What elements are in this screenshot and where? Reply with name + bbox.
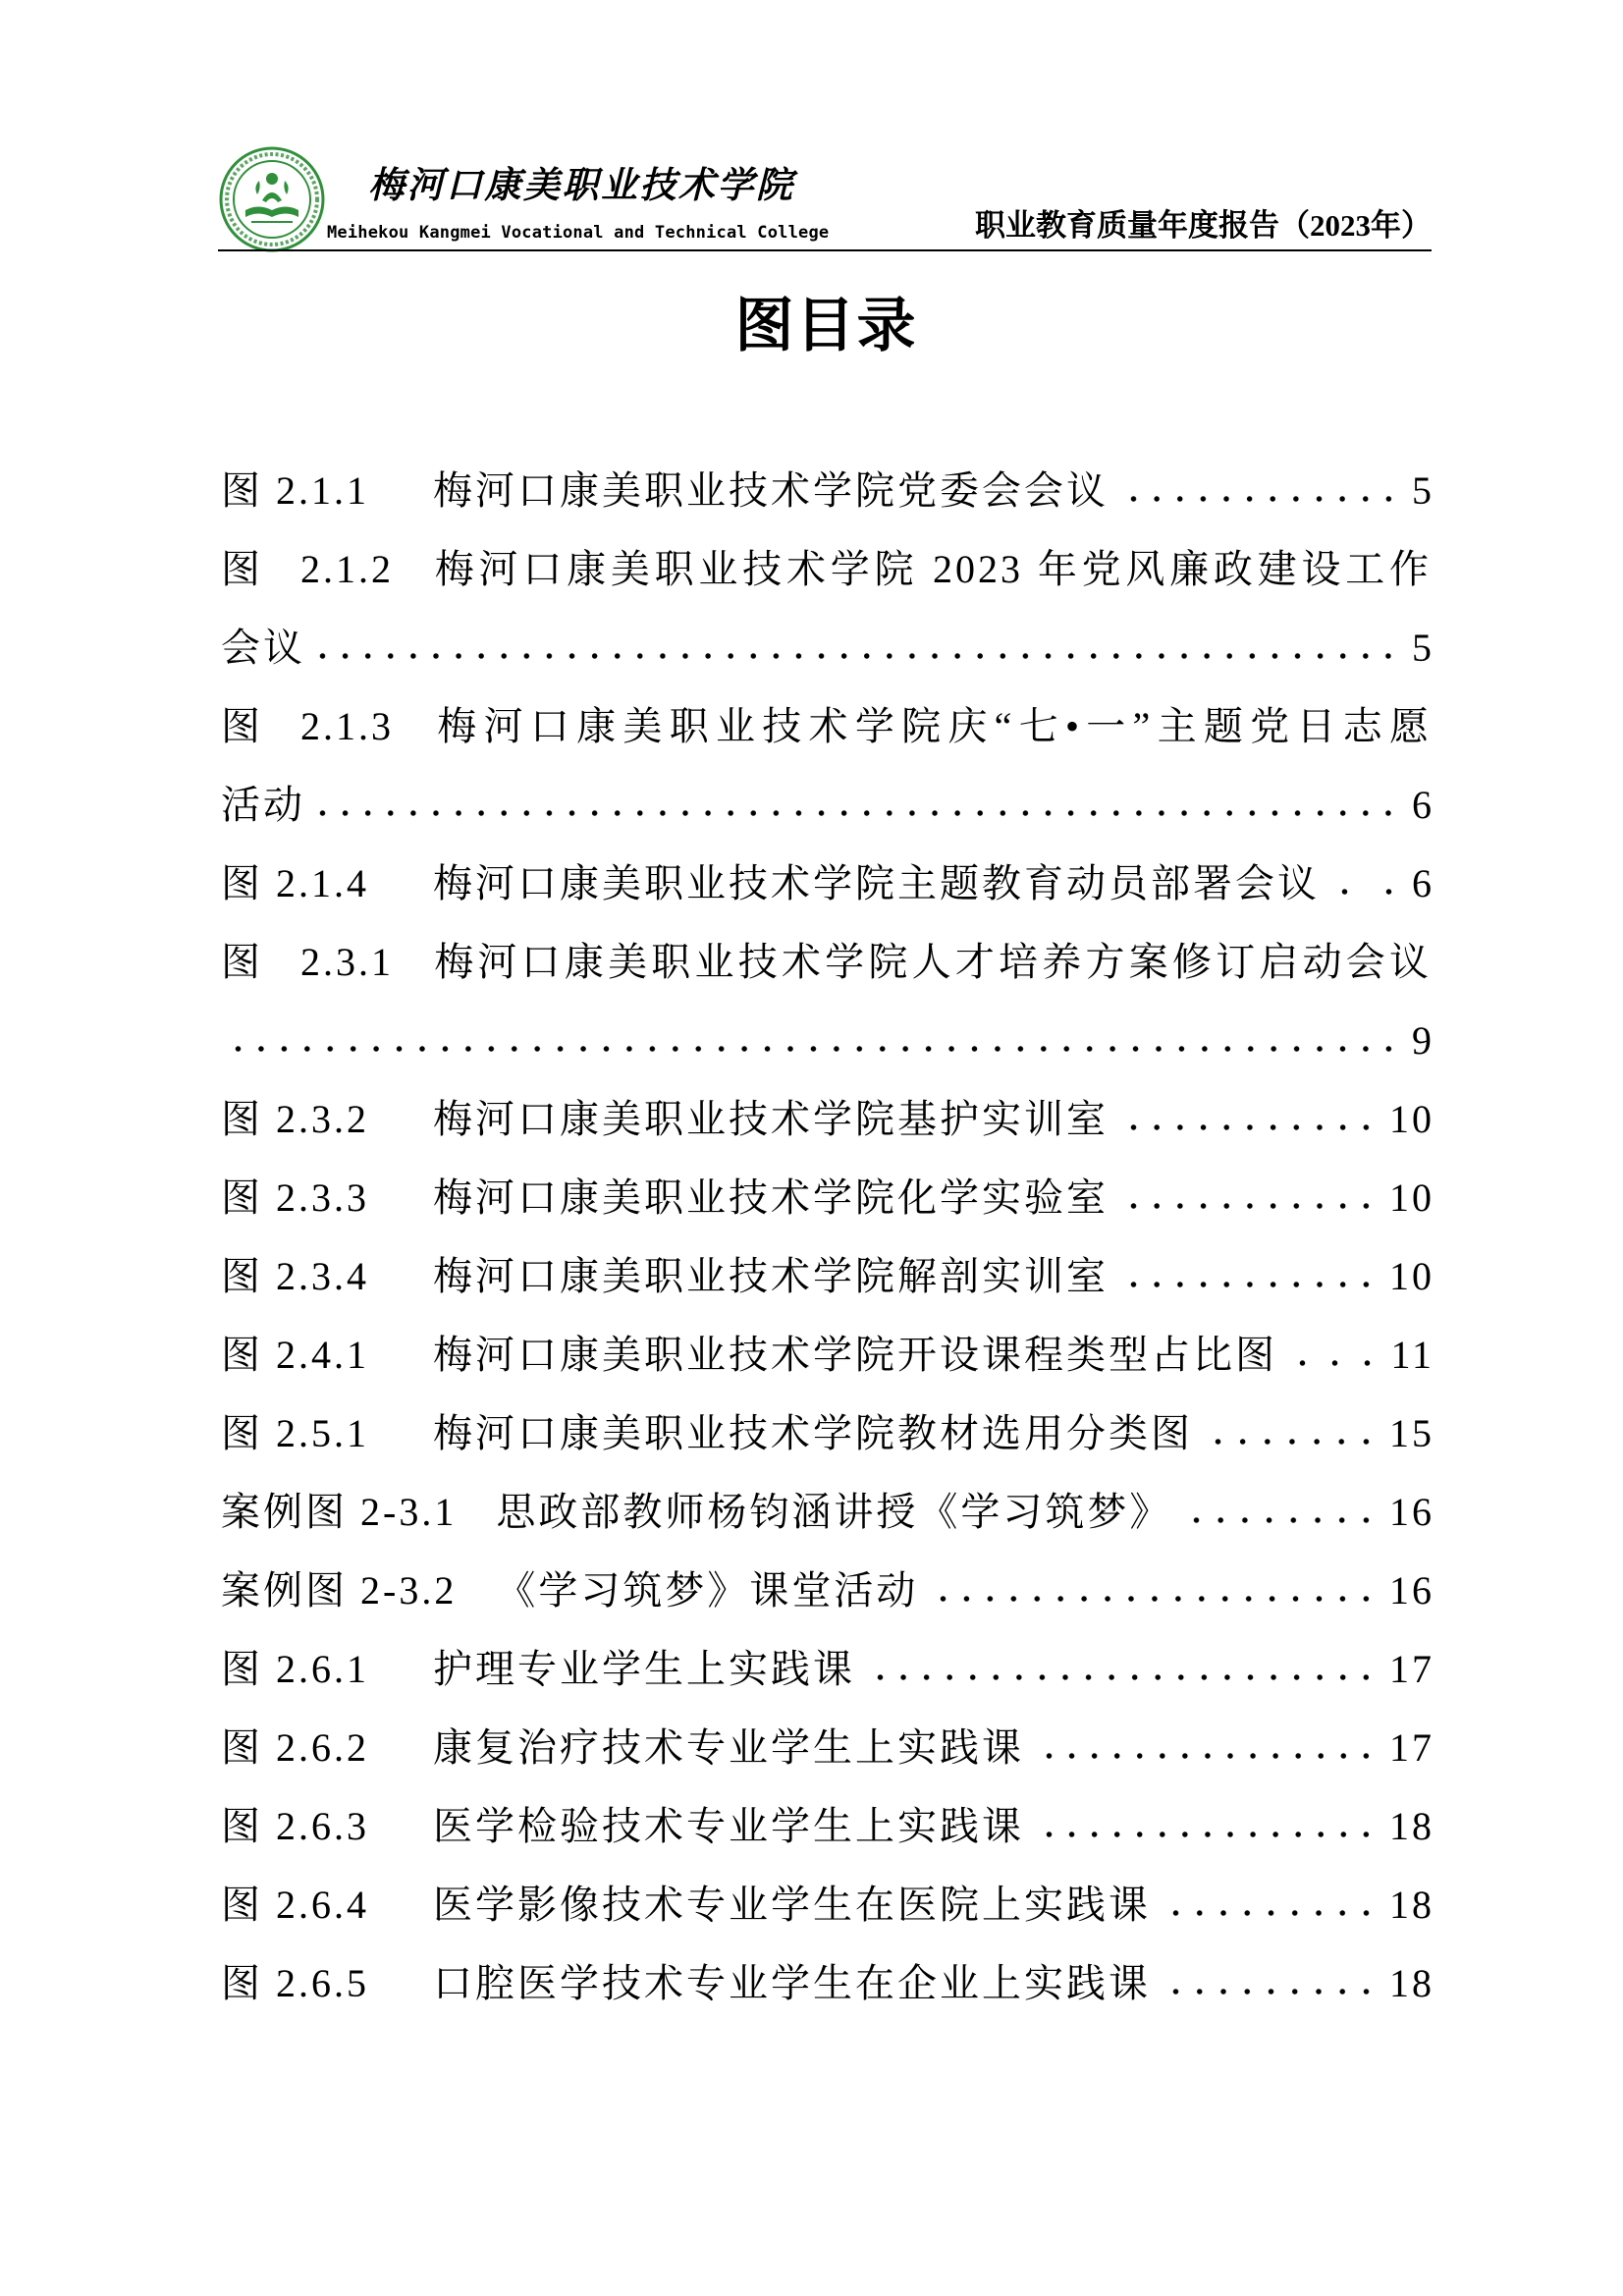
- page-number: 17: [1389, 1725, 1434, 1770]
- page-number: 18: [1389, 1804, 1434, 1848]
- figure-entry[interactable]: [221, 687, 1432, 845]
- figure-number: 案例图 2-3.1: [221, 1490, 458, 1534]
- figure-entry[interactable]: [221, 1237, 1432, 1316]
- figure-number: 图2.3.1: [221, 940, 394, 984]
- page-number: 6: [1412, 861, 1434, 905]
- figure-entry[interactable]: [221, 1944, 1432, 2023]
- figure-entry[interactable]: [221, 1866, 1432, 1944]
- figure-entry[interactable]: [221, 845, 1432, 923]
- figure-entry[interactable]: [221, 1159, 1432, 1237]
- figure-title: 梅河口康美职业技术学院党委会会议: [433, 468, 1109, 513]
- dot-leader: [1038, 1751, 1378, 1761]
- figure-entry[interactable]: [221, 1630, 1432, 1709]
- college-name-chinese: 梅河口康美职业技术学院: [368, 166, 795, 206]
- figure-number: 图 2.1.3: [221, 704, 394, 748]
- header-rule: [218, 249, 1432, 251]
- figure-number: 案例图 2-3.2: [221, 1568, 458, 1613]
- figure-title: 护理专业学生上实践课: [433, 1647, 855, 1691]
- case-figure-entry[interactable]: [221, 1552, 1432, 1630]
- dot-leader: [1291, 1358, 1379, 1368]
- dot-leader: [227, 1044, 1400, 1054]
- figure-number: 图 2.3.2: [221, 1097, 369, 1141]
- figure-title: 医学影像技术专业学生在医院上实践课: [433, 1883, 1151, 1927]
- dot-leader: [1207, 1437, 1378, 1447]
- figure-title: 梅河口康美职业技术学院庆“七•一”主题党日志愿: [433, 704, 1432, 748]
- dot-leader: [1122, 1280, 1378, 1289]
- dot-leader: [1038, 1830, 1378, 1839]
- figure-entry[interactable]: [221, 452, 1432, 530]
- figure-number: 图 2.3.3: [221, 1175, 369, 1220]
- page-number: 18: [1389, 1961, 1434, 2005]
- figure-number: 图 2.6.1: [221, 1647, 369, 1691]
- figure-entry[interactable]: [221, 1709, 1432, 1787]
- report-title: 职业教育质量年度报告（2023年）: [975, 208, 1432, 243]
- figure-number: 图 2.6.2: [221, 1725, 369, 1770]
- figure-title: 梅河口康美职业技术学院开设课程类型占比图: [433, 1333, 1277, 1377]
- figure-title: 梅河口康美职业技术学院主题教育动员部署会议: [433, 861, 1320, 905]
- page-number: 5: [1412, 468, 1434, 513]
- dot-leader: [1164, 1987, 1378, 1996]
- figure-entry[interactable]: [221, 1316, 1432, 1394]
- college-seal-icon: [218, 145, 326, 253]
- dot-leader: [869, 1672, 1378, 1682]
- figure-title-continued: 活动: [221, 783, 305, 827]
- figure-number: 图 2.5.1: [221, 1411, 369, 1455]
- dot-leader: [1122, 1122, 1378, 1132]
- page-number: 18: [1389, 1883, 1434, 1927]
- figure-number: 图 2.1.1: [221, 468, 369, 513]
- figure-title: 梅河口康美职业技术学院人才培养方案修订启动会议: [433, 940, 1432, 984]
- dot-leader: [932, 1594, 1378, 1604]
- figure-title-continued: 会议: [221, 626, 305, 670]
- page-number: 16: [1389, 1568, 1434, 1613]
- college-name-english: Meihekou Kangmei Vocational and Technical College: [327, 223, 830, 243]
- figure-entry[interactable]: [221, 923, 1432, 1080]
- figure-number: 图 2.4.1: [221, 1333, 369, 1377]
- figure-title: 医学检验技术专业学生上实践课: [433, 1804, 1024, 1848]
- figure-title: 《学习筑梦》课堂活动: [496, 1568, 919, 1613]
- figure-number: 图 2.1.2: [221, 547, 394, 591]
- figure-title: 梅河口康美职业技术学院化学实验室: [433, 1175, 1109, 1220]
- page-number: 6: [1412, 783, 1434, 827]
- page-number: 16: [1389, 1490, 1434, 1534]
- dot-leader: [1185, 1515, 1378, 1525]
- figure-title: 梅河口康美职业技术学院基护实训室: [433, 1097, 1109, 1141]
- figure-entry[interactable]: [221, 1080, 1432, 1159]
- figure-number: 图 2.1.4: [221, 861, 369, 905]
- page-number: 10: [1389, 1175, 1434, 1220]
- page-number: 5: [1412, 626, 1434, 670]
- page-number: 17: [1389, 1647, 1434, 1691]
- dot-leader: [1164, 1908, 1378, 1918]
- dot-leader: [1122, 1201, 1378, 1211]
- figure-title: 梅河口康美职业技术学院解剖实训室: [433, 1254, 1109, 1298]
- figure-title: 梅河口康美职业技术学院 2023 年党风廉政建设工作: [433, 547, 1432, 591]
- dot-leader: [1333, 887, 1400, 897]
- figure-title: 口腔医学技术专业学生在企业上实践课: [433, 1961, 1151, 2005]
- page-number: 11: [1390, 1333, 1434, 1377]
- figure-entry[interactable]: [221, 1787, 1432, 1866]
- page-number: 10: [1389, 1097, 1434, 1141]
- dot-leader: [1122, 494, 1400, 504]
- page-number: 15: [1389, 1411, 1434, 1455]
- figure-entry[interactable]: [221, 1394, 1432, 1473]
- figure-number: 图 2.6.5: [221, 1961, 369, 2005]
- dot-leader: [311, 808, 1400, 818]
- list-of-figures: [221, 452, 1432, 2023]
- figure-title: 思政部教师杨钧涵讲授《学习筑梦》: [496, 1490, 1172, 1534]
- figure-title: 梅河口康美职业技术学院教材选用分类图: [433, 1411, 1193, 1455]
- page-number: 9: [1412, 1018, 1434, 1063]
- dot-leader: [311, 651, 1400, 661]
- page-title: 图目录: [734, 294, 918, 358]
- figure-title: 康复治疗技术专业学生上实践课: [433, 1725, 1024, 1770]
- page-number: 10: [1389, 1254, 1434, 1298]
- figure-number: 图 2.6.3: [221, 1804, 369, 1848]
- figure-number: 图 2.3.4: [221, 1254, 369, 1298]
- figure-number: 图 2.6.4: [221, 1883, 369, 1927]
- case-figure-entry[interactable]: [221, 1473, 1432, 1552]
- figure-entry[interactable]: [221, 530, 1432, 687]
